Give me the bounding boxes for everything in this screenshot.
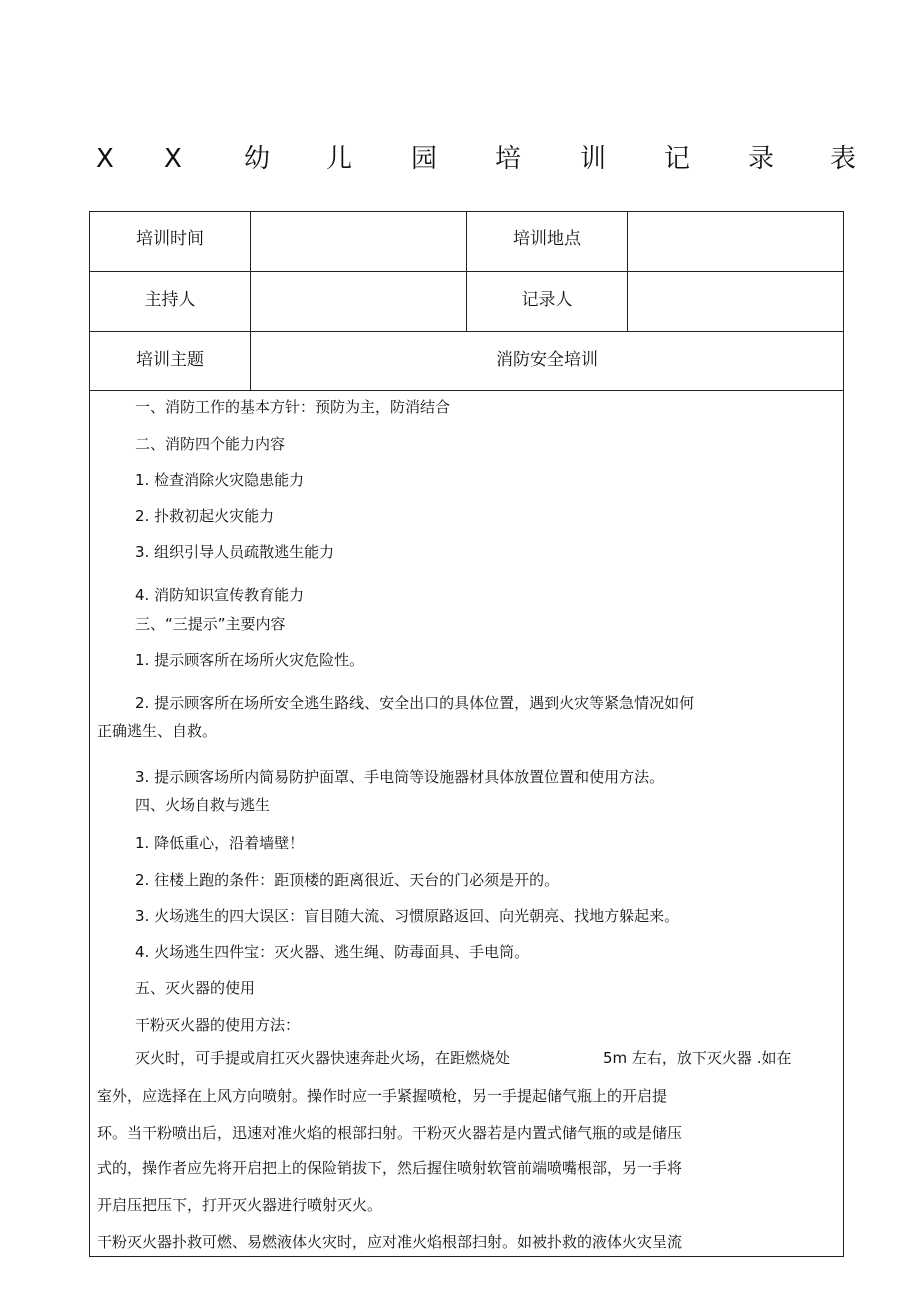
- list-item: 1. 降低重心，沿着墙壁！: [135, 834, 305, 852]
- training-time-label: 培训时间: [136, 229, 204, 249]
- title-char: 幼: [244, 144, 271, 174]
- list-item: 3. 火场逃生的四大误区：盲目随大流、习惯原路返回、向光朝亮、找地方躲起来。: [135, 907, 680, 925]
- training-location-label: 培训地点: [513, 229, 581, 249]
- section-heading: 三、“三提示”主要内容: [135, 615, 286, 633]
- title-char: 培: [495, 144, 522, 174]
- section-heading: 二、消防四个能力内容: [135, 435, 286, 453]
- paragraph-line: 开启压把压下，打开灭火器进行喷射灭火。: [97, 1196, 383, 1214]
- title-char: X: [164, 144, 182, 174]
- list-item: 2. 扑救初起火灾能力: [135, 507, 275, 525]
- title-char: 记: [664, 144, 691, 174]
- training-topic-label: 培训主题: [136, 350, 204, 370]
- paragraph-line: 环。当干粉喷出后，迅速对准火焰的根部扫射。干粉灭火器若是内置式储气瓶的或是储压: [97, 1124, 683, 1142]
- list-item: 1. 提示顾客所在场所火灾危险性。: [135, 651, 365, 669]
- section-heading: 五、灭火器的使用: [135, 979, 256, 997]
- list-item: 3. 提示顾客场所内简易防护面罩、手电筒等设施器材具体放置位置和使用方法。: [135, 768, 665, 786]
- table-divider: [89, 390, 844, 391]
- paragraph-line: 干粉灭火器的使用方法：: [135, 1016, 301, 1034]
- list-item: 4. 消防知识宣传教育能力: [135, 586, 305, 604]
- list-item: 2. 往楼上跑的条件：距顶楼的距离很近、天台的门必须是开的。: [135, 871, 560, 889]
- recorder-label: 记录人: [521, 290, 573, 310]
- title-char: 园: [411, 144, 438, 174]
- list-item: 4. 火场逃生四件宝：灭火器、逃生绳、防毒面具、手电筒。: [135, 943, 530, 961]
- list-item-continuation: 正确逃生、自救。: [97, 722, 218, 740]
- paragraph-line: 干粉灭火器扑救可燃、易燃液体火灾时，应对准火焰根部扫射。如被扑救的液体火灾呈流: [97, 1233, 683, 1251]
- title-char: 录: [748, 144, 775, 174]
- training-topic-value: 消防安全培训: [496, 350, 598, 370]
- paragraph-line: 灭火时，可手提或肩扛灭火器快速奔赴火场，在距燃烧处: [135, 1049, 511, 1067]
- section-heading: 一、消防工作的基本方针：预防为主，防消结合: [135, 398, 451, 416]
- list-item: 2. 提示顾客所在场所安全逃生路线、安全出口的具体位置，遇到火灾等紧急情况如何: [135, 694, 695, 712]
- paragraph-line: 式的，操作者应先将开启把上的保险销拔下，然后握住喷射软管前端喷嘴根部，另一手将: [97, 1159, 683, 1177]
- section-heading: 四、火场自救与逃生: [135, 796, 271, 814]
- list-item: 1. 检查消除火灾隐患能力: [135, 471, 305, 489]
- host-label: 主持人: [144, 290, 196, 310]
- title-char: X: [96, 144, 114, 174]
- title-char: 表: [830, 144, 857, 174]
- paragraph-line: 室外，应选择在上风方向喷射。操作时应一手紧握喷枪，另一手提起储气瓶上的开启提: [97, 1087, 668, 1105]
- title-char: 儿: [326, 144, 353, 174]
- title-char: 训: [580, 144, 607, 174]
- list-item: 3. 组织引导人员疏散逃生能力: [135, 543, 335, 561]
- table-divider: [627, 211, 628, 332]
- paragraph-line: 5m 左右，放下灭火器 .如在: [603, 1049, 792, 1067]
